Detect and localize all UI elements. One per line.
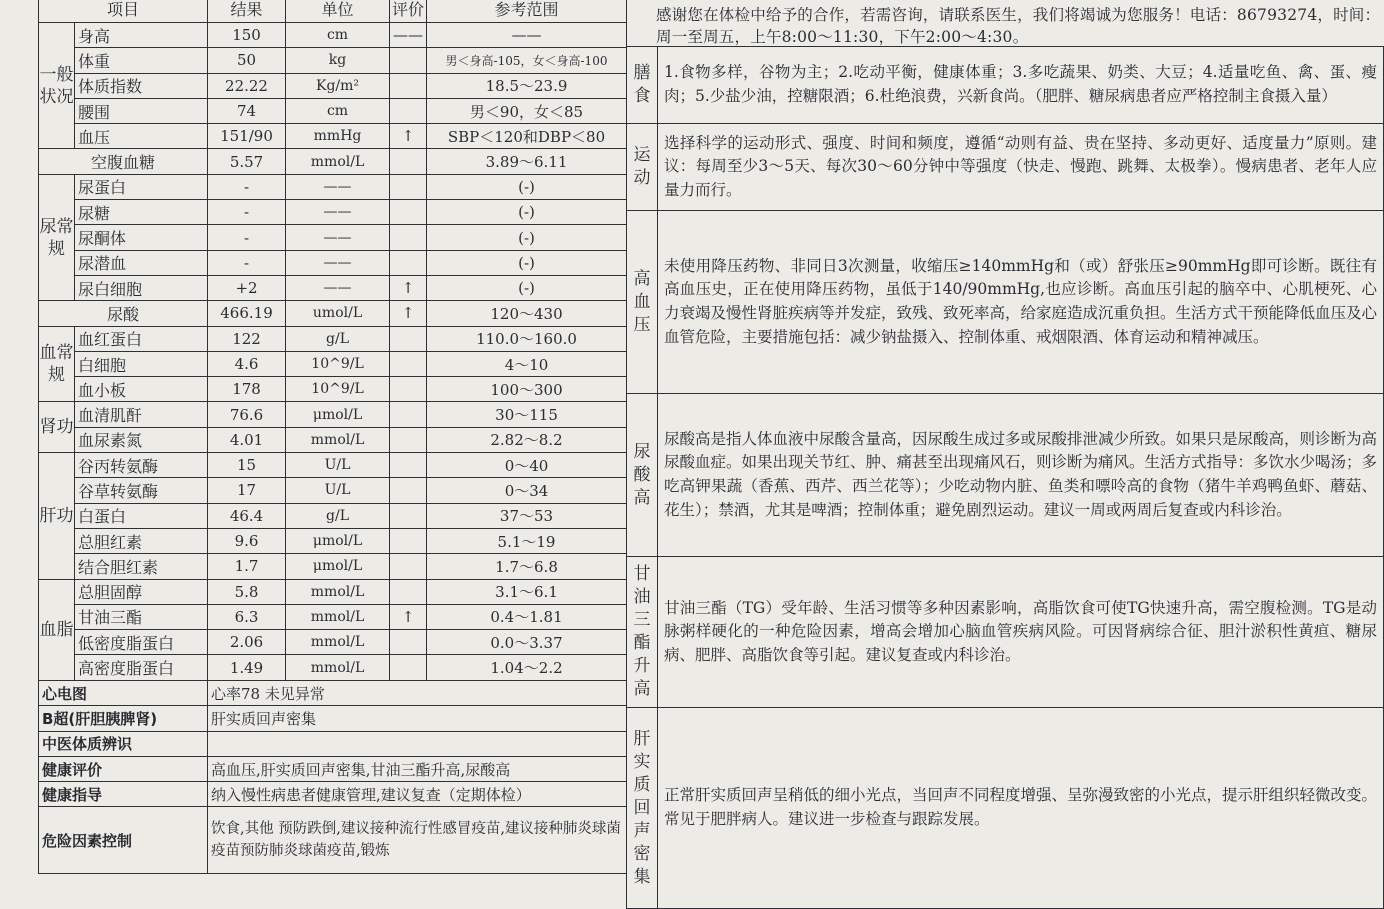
item-result: 50	[208, 48, 286, 73]
advice-panel	[626, 0, 1384, 887]
advice-category: 高血压	[627, 211, 658, 394]
item-name: 尿蛋白	[75, 174, 208, 199]
summary-row	[39, 681, 627, 706]
item-name: 血压	[75, 124, 208, 149]
table-row	[39, 503, 627, 528]
item-unit: g/L	[286, 326, 390, 351]
item-name: 腰围	[75, 98, 208, 123]
item-result: 1.7	[208, 554, 286, 579]
item-name: 血尿素氮	[75, 427, 208, 452]
risk-control-label: 危险因素控制	[39, 807, 208, 874]
table-row	[39, 149, 627, 174]
group-liver: 肝功	[39, 453, 75, 579]
item-flag	[390, 250, 427, 275]
table-row	[39, 604, 627, 629]
item-name: 尿酸	[39, 301, 208, 326]
table-row	[39, 402, 627, 427]
item-result: 76.6	[208, 402, 286, 427]
item-unit: ——	[286, 200, 390, 225]
item-result: -	[208, 174, 286, 199]
item-name: 尿白细胞	[75, 275, 208, 300]
item-name: 身高	[75, 23, 208, 48]
item-unit: U/L	[286, 478, 390, 503]
item-unit: mmol/L	[286, 655, 390, 680]
item-flag	[390, 149, 427, 174]
item-result: 5.8	[208, 579, 286, 604]
advice-category: 肝实质回声密集	[627, 708, 658, 909]
item-name: 血小板	[75, 377, 208, 402]
item-result: 5.57	[208, 149, 286, 174]
item-unit: μmol/L	[286, 554, 390, 579]
item-flag	[390, 402, 427, 427]
table-row	[39, 377, 627, 402]
table-row	[39, 48, 627, 73]
item-range: 男＜90，女＜85	[427, 98, 627, 123]
item-result: 74	[208, 98, 286, 123]
advice-text: 甘油三酯（TG）受年龄、生活习惯等多种因素影响，高脂饮食可使TG快速升高，需空腹检测。TG是动脉粥样硬化的一种危险因素，增高会增加心脑血管疾病风险。可因肾病综合征、胆汁淤积性黄疸、糖尿病、肥胖、高脂饮食等引起。建议复查或内科诊治。	[658, 557, 1384, 708]
item-name: 空腹血糖	[39, 149, 208, 174]
item-name: 甘油三酯	[75, 604, 208, 629]
advice-category: 尿酸高	[627, 394, 658, 557]
item-range: 男＜身高-105，女＜身高-100	[427, 48, 627, 73]
advice-row	[627, 557, 1384, 708]
item-name: 总胆红素	[75, 528, 208, 553]
item-unit: kg	[286, 48, 390, 73]
table-row	[39, 98, 627, 123]
item-range: (-)	[427, 275, 627, 300]
item-result: 1.49	[208, 655, 286, 680]
item-result: 466.19	[208, 301, 286, 326]
header-result: 结果	[208, 0, 286, 23]
item-result: 46.4	[208, 503, 286, 528]
item-result: 4.01	[208, 427, 286, 452]
ultrasound-value: 肝实质回声密集	[208, 706, 627, 731]
item-result: 178	[208, 377, 286, 402]
advice-row	[627, 394, 1384, 557]
item-flag	[390, 174, 427, 199]
table-row	[39, 579, 627, 604]
item-range: 18.5～23.9	[427, 73, 627, 98]
summary-table	[38, 680, 627, 874]
item-unit: μmol/L	[286, 528, 390, 553]
table-row	[39, 478, 627, 503]
item-name: 谷草转氨酶	[75, 478, 208, 503]
item-range: 0.4～1.81	[427, 604, 627, 629]
item-flag	[390, 554, 427, 579]
item-range: 5.1～19	[427, 528, 627, 553]
item-result: -	[208, 200, 286, 225]
table-row	[39, 453, 627, 478]
item-flag: ↑	[390, 604, 427, 629]
group-lipid: 血脂	[39, 579, 75, 680]
advice-row	[627, 47, 1384, 124]
table-row	[39, 301, 627, 326]
header-eval: 评价	[390, 0, 427, 23]
item-unit: mmol/L	[286, 604, 390, 629]
item-range: SBP＜120和DBP＜80	[427, 124, 627, 149]
item-result: 9.6	[208, 528, 286, 553]
item-name: 血清肌酐	[75, 402, 208, 427]
table-row	[39, 23, 627, 48]
tcm-label: 中医体质辨识	[39, 731, 208, 756]
ultrasound-label: B超(肝胆胰脾肾)	[39, 706, 208, 731]
item-range: 37～53	[427, 503, 627, 528]
health-guide-value: 纳入慢性病患者健康管理,建议复查（定期体检）	[208, 782, 627, 807]
advice-text: 未使用降压药物、非同日3次测量，收缩压≥140mmHg和（或）舒张压≥90mmHg即可诊断。既往有高血压史，正在使用降压药物，虽低于140/90mmHg,也应诊断。高血压引起的脑卒中、心肌梗死、心力衰竭及慢性肾脏疾病等并发症，致残、致死率高，给家庭造成沉重负担。生活方式干预能降低血压及心血管危险，主要措施包括：减少钠盐摄入、控制体重、戒烟限酒、体育运动和精神减压。	[658, 211, 1384, 394]
item-range: (-)	[427, 200, 627, 225]
item-range: (-)	[427, 225, 627, 250]
health-guide-label: 健康指导	[39, 782, 208, 807]
item-flag	[390, 528, 427, 553]
item-name: 体质指数	[75, 73, 208, 98]
item-flag	[390, 225, 427, 250]
header-item: 项目	[39, 0, 208, 23]
item-name: 白蛋白	[75, 503, 208, 528]
item-range: 110.0～160.0	[427, 326, 627, 351]
item-range: 0.0～3.37	[427, 630, 627, 655]
advice-row	[627, 708, 1384, 909]
item-unit: mmol/L	[286, 630, 390, 655]
item-flag	[390, 655, 427, 680]
advice-text: 正常肝实质回声呈稍低的细小光点，当回声不同程度增强、呈弥漫致密的小光点，提示肝组织轻微改变。常见于肥胖病人。建议进一步检查与跟踪发展。	[658, 708, 1384, 909]
item-result: +2	[208, 275, 286, 300]
item-name: 尿糖	[75, 200, 208, 225]
item-flag: ↑	[390, 275, 427, 300]
item-unit: mmol/L	[286, 579, 390, 604]
header-unit: 单位	[286, 0, 390, 23]
item-unit: ——	[286, 225, 390, 250]
table-row	[39, 124, 627, 149]
item-flag: ↑	[390, 301, 427, 326]
table-row	[39, 630, 627, 655]
item-flag	[390, 351, 427, 376]
summary-row	[39, 782, 627, 807]
tcm-value	[208, 731, 627, 756]
group-blood: 血常规	[39, 326, 75, 402]
risk-control-value: 饮食,其他 预防跌倒,建议接种流行性感冒疫苗,建议接种肺炎球菌疫苗预防肺炎球菌疫苗,锻炼	[208, 807, 627, 874]
advice-category: 运动	[627, 124, 658, 211]
item-unit: cm	[286, 23, 390, 48]
item-range: 2.82～8.2	[427, 427, 627, 452]
advice-text: 尿酸高是指人体血液中尿酸含量高，因尿酸生成过多或尿酸排泄减少所致。如果只是尿酸高，则诊断为高尿酸血症。如果出现关节红、肿、痛甚至出现痛风石，则诊断为痛风。生活方式指导：多饮水少喝汤；多吃高钾果蔬（香蕉、西芹、西兰花等）；少吃动物内脏、鱼类和嘌呤高的食物（猪牛羊鸡鸭鱼虾、蘑菇、花生）；禁酒，尤其是啤酒；控制体重；避免剧烈运动。建议一周或两周后复查或内科诊治。	[658, 394, 1384, 557]
health-eval-label: 健康评价	[39, 756, 208, 781]
advice-row	[627, 124, 1384, 211]
item-range: 30～115	[427, 402, 627, 427]
advice-row	[627, 211, 1384, 394]
item-name: 结合胆红素	[75, 554, 208, 579]
table-row	[39, 174, 627, 199]
item-flag	[390, 200, 427, 225]
health-eval-value: 高血压,肝实质回声密集,甘油三酯升高,尿酸高	[208, 756, 627, 781]
summary-row	[39, 756, 627, 781]
item-unit: mmHg	[286, 124, 390, 149]
item-flag	[390, 453, 427, 478]
item-unit: mmol/L	[286, 149, 390, 174]
item-range: 120～430	[427, 301, 627, 326]
item-unit: mmol/L	[286, 427, 390, 452]
item-flag	[390, 73, 427, 98]
item-range: 3.1～6.1	[427, 579, 627, 604]
item-unit: cm	[286, 98, 390, 123]
item-result: 151/90	[208, 124, 286, 149]
item-range: 1.7～6.8	[427, 554, 627, 579]
item-unit: U/L	[286, 453, 390, 478]
item-unit: ——	[286, 275, 390, 300]
item-result: 6.3	[208, 604, 286, 629]
group-general: 一般状况	[39, 23, 75, 149]
item-name: 总胆固醇	[75, 579, 208, 604]
ecg-label: 心电图	[39, 681, 208, 706]
table-row	[39, 250, 627, 275]
item-result: 122	[208, 326, 286, 351]
advice-category: 膳食	[627, 47, 658, 124]
item-result: 2.06	[208, 630, 286, 655]
item-name: 低密度脂蛋白	[75, 630, 208, 655]
item-flag	[390, 326, 427, 351]
item-flag	[390, 630, 427, 655]
group-kidney: 肾功	[39, 402, 75, 453]
item-range: 3.89～6.11	[427, 149, 627, 174]
summary-row	[39, 706, 627, 731]
item-unit: μmol/L	[286, 402, 390, 427]
thanks-note: 感谢您在体检中给予的合作，若需咨询，请联系医生，我们将竭诚为您服务！电话：86793274，时间：周一至周五，上午8:00～11:30，下午2:00～4:30。	[656, 6, 1381, 46]
item-unit: ——	[286, 174, 390, 199]
item-range: 100～300	[427, 377, 627, 402]
table-header-row	[39, 0, 627, 23]
table-row	[39, 326, 627, 351]
summary-row	[39, 731, 627, 756]
item-unit: Kg/m²	[286, 73, 390, 98]
item-unit: g/L	[286, 503, 390, 528]
item-unit: 10^9/L	[286, 351, 390, 376]
item-flag: ↑	[390, 124, 427, 149]
item-unit: 10^9/L	[286, 377, 390, 402]
item-flag	[390, 427, 427, 452]
item-flag	[390, 48, 427, 73]
item-range: 0～34	[427, 478, 627, 503]
item-flag	[390, 579, 427, 604]
item-name: 白细胞	[75, 351, 208, 376]
item-result: 150	[208, 23, 286, 48]
item-name: 高密度脂蛋白	[75, 655, 208, 680]
table-row	[39, 351, 627, 376]
table-row	[39, 275, 627, 300]
item-result: 4.6	[208, 351, 286, 376]
item-range: (-)	[427, 250, 627, 275]
item-flag	[390, 377, 427, 402]
advice-table	[626, 46, 1384, 909]
item-name: 体重	[75, 48, 208, 73]
item-unit: ——	[286, 250, 390, 275]
item-result: -	[208, 250, 286, 275]
group-urine: 尿常规	[39, 174, 75, 300]
ecg-value: 心率78 未见异常	[208, 681, 627, 706]
header-range: 参考范围	[427, 0, 627, 23]
item-range: 1.04～2.2	[427, 655, 627, 680]
advice-text: 选择科学的运动形式、强度、时间和频度，遵循“动则有益、贵在坚持、多动更好、适度量力”原则。建议：每周至少3～5天、每次30～60分钟中等强度（快走、慢跑、跳舞、太极拳）。慢病患者、老年人应量力而行。	[658, 124, 1384, 211]
advice-category: 甘油三酯升高	[627, 557, 658, 708]
item-name: 尿酮体	[75, 225, 208, 250]
item-flag	[390, 478, 427, 503]
table-row	[39, 225, 627, 250]
item-range: ——	[427, 23, 627, 48]
item-name: 谷丙转氨酶	[75, 453, 208, 478]
item-result: 15	[208, 453, 286, 478]
summary-row	[39, 807, 627, 874]
table-row	[39, 528, 627, 553]
item-flag: ——	[390, 23, 427, 48]
item-name: 尿潜血	[75, 250, 208, 275]
item-name: 血红蛋白	[75, 326, 208, 351]
item-unit: umol/L	[286, 301, 390, 326]
advice-text: 1.食物多样，谷物为主；2.吃动平衡，健康体重；3.多吃蔬果、奶类、大豆；4.适量吃鱼、禽、蛋、瘦肉；5.少盐少油，控糖限酒；6.杜绝浪费，兴新食尚。（肥胖、糖尿病患者应严格控制主食摄入量）	[658, 47, 1384, 124]
item-result: -	[208, 225, 286, 250]
table-row	[39, 73, 627, 98]
item-flag	[390, 503, 427, 528]
item-flag	[390, 98, 427, 123]
item-range: 0～40	[427, 453, 627, 478]
item-result: 22.22	[208, 73, 286, 98]
table-row	[39, 554, 627, 579]
item-range: (-)	[427, 174, 627, 199]
table-row	[39, 200, 627, 225]
table-row	[39, 427, 627, 452]
item-range: 4～10	[427, 351, 627, 376]
results-table	[38, 0, 627, 681]
table-row	[39, 655, 627, 680]
item-result: 17	[208, 478, 286, 503]
